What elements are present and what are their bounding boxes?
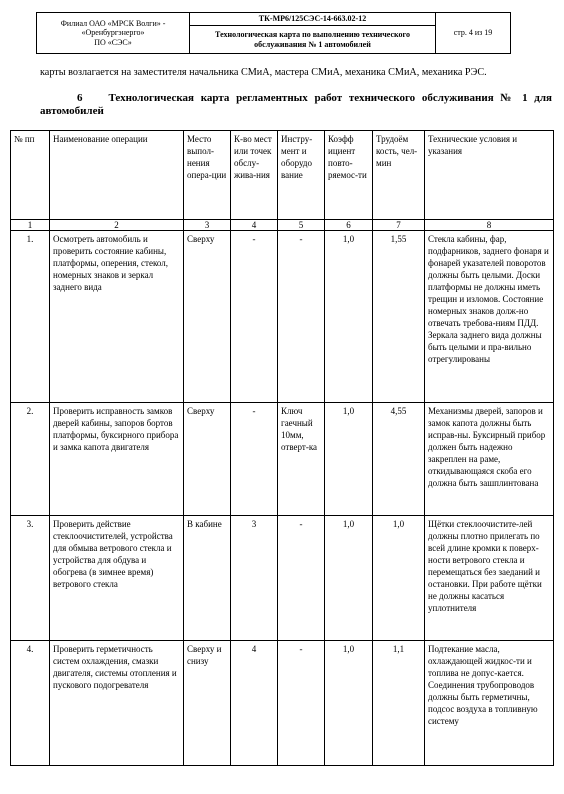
document-title: Технологическая карта по выполнению технического обслуживания № 1 автомобилей: [190, 26, 436, 54]
column-number: 6: [325, 220, 373, 231]
column-header: Трудоём кость, чел-мин: [373, 131, 425, 220]
org-line-3: ПО «СЭС»: [94, 37, 132, 47]
row-number: 4.: [11, 641, 50, 766]
labor-cell: 4,55: [373, 403, 425, 516]
column-number: 3: [184, 220, 231, 231]
tools-cell: Ключ гаечный 10мм, отверт-ка: [278, 403, 325, 516]
column-header: № пп: [11, 131, 50, 220]
column-header: Место выпол-нения опера-ции: [184, 131, 231, 220]
table-row: [11, 231, 554, 403]
points-cell: 4: [231, 641, 278, 766]
table-row: [11, 516, 554, 641]
table-row: [11, 403, 554, 516]
column-number: 4: [231, 220, 278, 231]
tools-cell: -: [278, 516, 325, 641]
org-line-1: Филиал ОАО «МРСК Волги» -: [60, 19, 166, 29]
column-number-row: [11, 220, 554, 231]
column-header: Коэфф ициент повто-ряемос-ти: [325, 131, 373, 220]
column-header: Инстру-мент и оборудо вание: [278, 131, 325, 220]
labor-cell: 1,1: [373, 641, 425, 766]
points-cell: 3: [231, 516, 278, 641]
points-cell: -: [231, 231, 278, 403]
maintenance-table: [10, 130, 554, 766]
conditions-cell: Механизмы дверей, запоров и замок капота должны быть исправ-ны. Буксирный прибор должен быть надежно закреплен на раме, откидывающаяся скоба его должна быть зашплинтована: [425, 403, 554, 516]
table-header-row: [11, 131, 554, 220]
conditions-cell: Стекла кабины, фар, подфарников, заднего фонаря и фонарей указателей поворотов должны быть целыми. Доски платформы не должны иметь трещин и изломов. Состояние номерных знаков долж-но отвечать требова-ниям ПДД. Зеркала заднего вида должны быть целыми и пра-вильно отрегулированы: [425, 231, 554, 403]
operation-cell: Осмотреть автомобиль и проверить состояние кабины, платформы, оперения, стекол, номерных знаков и зеркал заднего вида: [50, 231, 184, 403]
row-number: 2.: [11, 403, 50, 516]
section-heading: [40, 92, 552, 118]
labor-cell: 1,55: [373, 231, 425, 403]
column-number: 1: [11, 220, 50, 231]
operation-cell: Проверить герметичность систем охлаждения, смазки двигателя, системы отопления и пускового подогревателя: [50, 641, 184, 766]
column-number: 8: [425, 220, 554, 231]
intro-paragraph: карты возлагается на заместителя начальника СМиА, мастера СМиА, механика СМиА, механика РЭС.: [40, 67, 487, 78]
page-number: стр. 4 из 19: [436, 13, 511, 54]
section-title: Технологическая карта регламентных работ технического обслуживания № 1 для автомобилей: [40, 92, 552, 117]
column-header: К-во мест или точек обслу-жива-ния: [231, 131, 278, 220]
column-number: 7: [373, 220, 425, 231]
tools-cell: -: [278, 641, 325, 766]
tools-cell: -: [278, 231, 325, 403]
row-number: 3.: [11, 516, 50, 641]
table-row: [11, 641, 554, 766]
operation-cell: Проверить действие стеклоочистителей, устройства для обмыва ветрового стекла и устройства для обдува и обогрева (в зимнее время) ветрового стекла: [50, 516, 184, 641]
row-number: 1.: [11, 231, 50, 403]
coefficient-cell: 1,0: [325, 231, 373, 403]
operation-cell: Проверить исправность замков дверей кабины, запоров бортов платформы, буксирного прибора и замка капота двигателя: [50, 403, 184, 516]
points-cell: -: [231, 403, 278, 516]
document-code: ТК-МР6/125СЭС-14-663.02-12: [190, 13, 436, 26]
org-line-2: «Оренбургэнерго»: [81, 28, 145, 38]
column-header: Технические условия и указания: [425, 131, 554, 220]
column-number: 2: [50, 220, 184, 231]
coefficient-cell: 1,0: [325, 516, 373, 641]
coefficient-cell: 1,0: [325, 403, 373, 516]
place-cell: Сверху: [184, 231, 231, 403]
labor-cell: 1,0: [373, 516, 425, 641]
place-cell: Сверху и снизу: [184, 641, 231, 766]
organization-cell: [37, 13, 190, 54]
column-header: Наименование операции: [50, 131, 184, 220]
place-cell: Сверху: [184, 403, 231, 516]
column-number: 5: [278, 220, 325, 231]
section-number: 6: [77, 92, 83, 104]
place-cell: В кабине: [184, 516, 231, 641]
document-header: [36, 12, 511, 54]
conditions-cell: Щётки стеклоочистите-лей должны плотно прилегать по всей длине кромки к поверх-ности ветрового стекла и перемещаться без заеданий и остановки. При работе щётки не должны касаться уплотнителя: [425, 516, 554, 641]
coefficient-cell: 1,0: [325, 641, 373, 766]
conditions-cell: Подтекание масла, охлаждающей жидкос-ти и топлива не допус-кается. Соединения трубопроводов должны быть герметичны, подсос воздуха в топливную систему: [425, 641, 554, 766]
